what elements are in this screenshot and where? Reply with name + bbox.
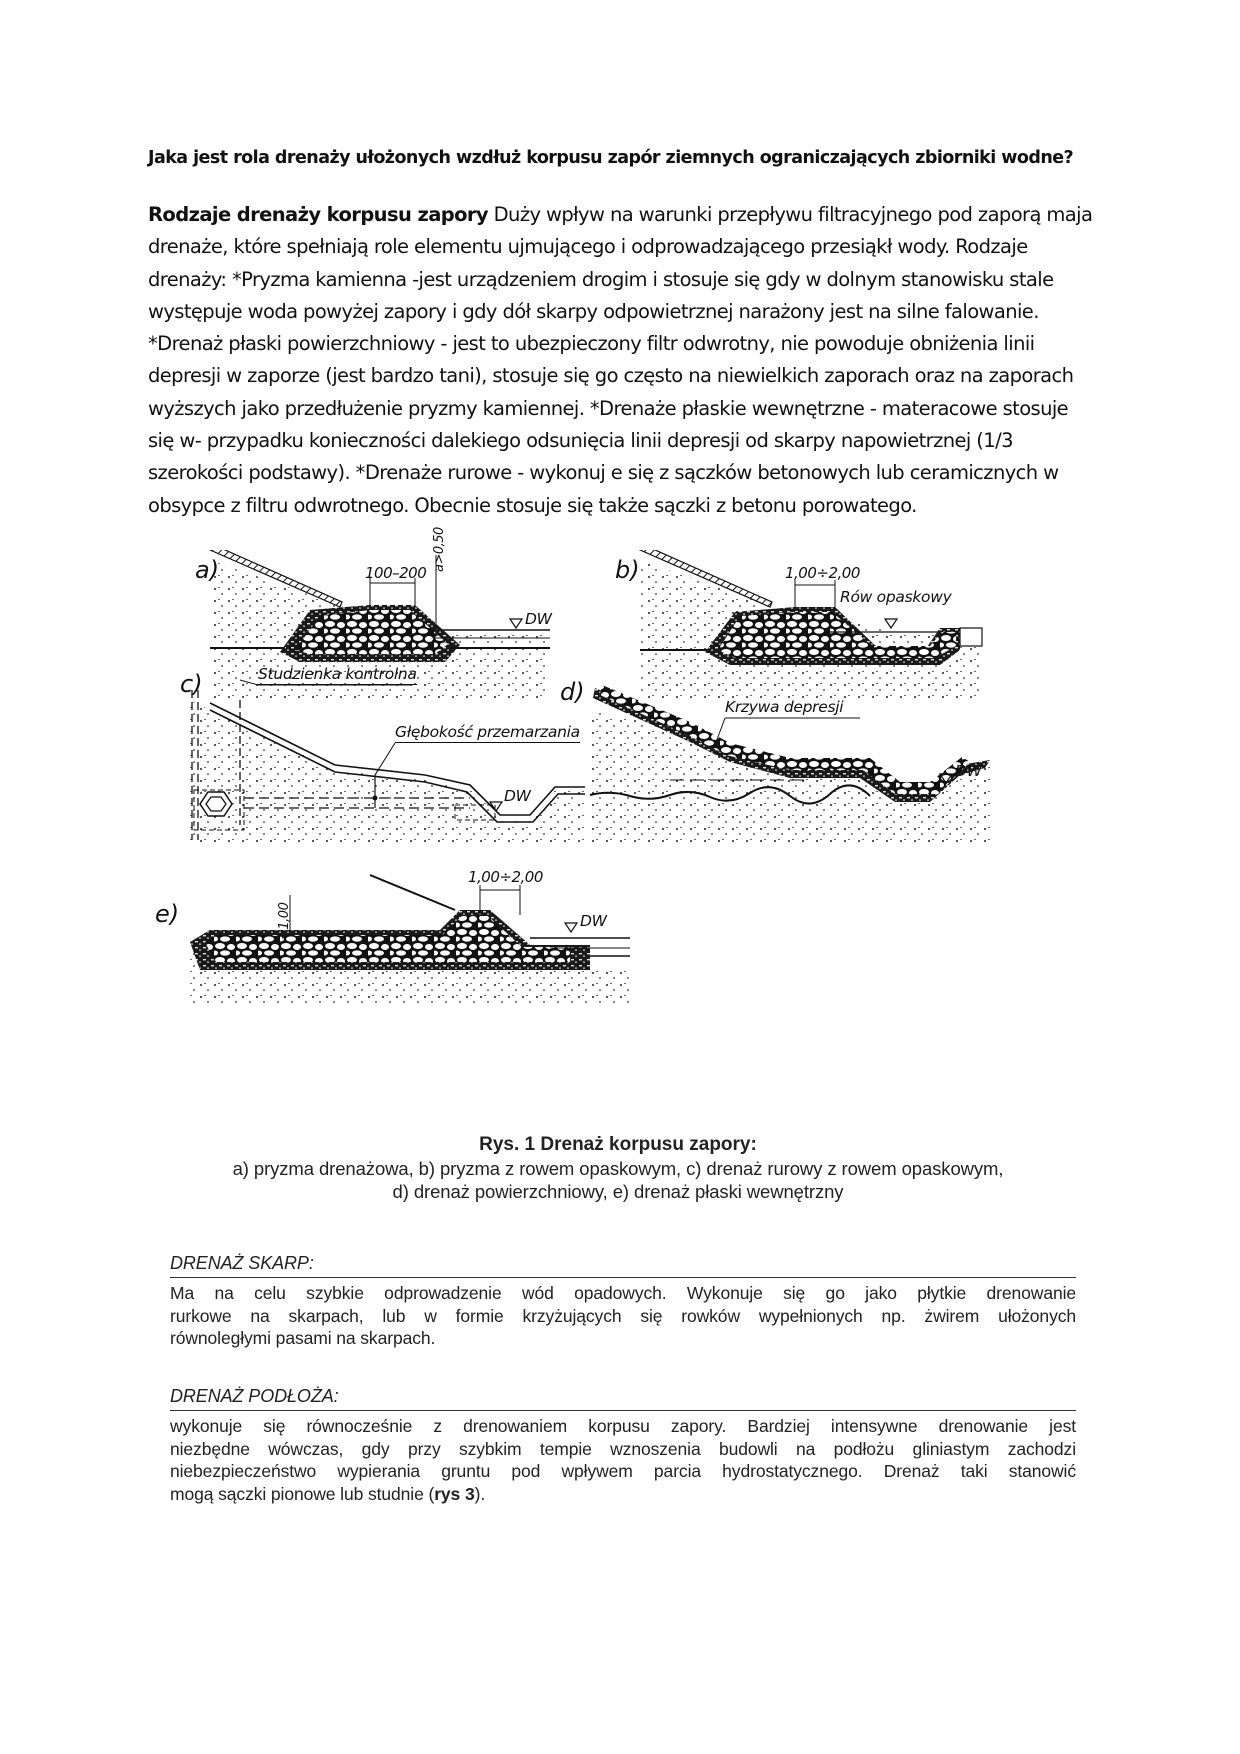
intro-line: drenaży: *Pryzma kamienna -jest urządzeniem drogim i stosuje się gdy w dolnym stanowisku stale bbox=[148, 267, 1054, 291]
panel-label-a: a) bbox=[195, 556, 220, 584]
intro-line: się w- przypadku konieczności dalekiego odsunięcia linii depresji od skarpy napowietrznej (1/3 bbox=[148, 429, 1013, 453]
caption-line: a) pryzma drenażowa, b) pryzma z rowem opaskowym, c) drenaż rurowy z rowem opaskowym, bbox=[232, 1158, 1004, 1179]
section-foundation-drainage bbox=[170, 1385, 1076, 1505]
intro-line: występuje woda powyżej zapory i gdy dół skarpy odpowietrznej narażony jest na silne falowanie. bbox=[148, 299, 1039, 323]
panel-c-frost-depth-label: Głębokość przemarzania bbox=[395, 723, 580, 741]
panel-c-water-level: DW bbox=[504, 787, 531, 805]
panel-label-c: c) bbox=[180, 670, 203, 698]
intro-lead: Rodzaje drenaży korpusu zapory bbox=[148, 203, 489, 226]
drainage-diagrams-drawing bbox=[170, 550, 1090, 1125]
intro-line: Rodzaje drenaży korpusu zapory Duży wpływ na warunki przepływu filtracyjnego pod zaporą maja bbox=[148, 203, 1093, 226]
intro-line: drenaże, które spełniają role elementu ujmującego i odprowadzającego przesiąkł wody. Rodzaje bbox=[148, 235, 1028, 259]
panel-label-d: d) bbox=[560, 678, 585, 706]
figure-caption bbox=[148, 1133, 1088, 1203]
panel-a-water-level: DW bbox=[525, 610, 552, 628]
panel-label-b: b) bbox=[615, 556, 640, 584]
panel-a-dimension: 100–200 bbox=[365, 564, 427, 582]
panel-b-ditch-label: Rów opaskowy bbox=[840, 588, 952, 606]
figure-reference: rys 3 bbox=[434, 1483, 475, 1504]
panel-b-dimension: 1,00÷2,00 bbox=[785, 564, 860, 582]
panel-e-height-dimension: ≈1,00 bbox=[277, 902, 292, 940]
panel-d-depression-curve-label: Krzywa depresji bbox=[725, 698, 844, 716]
page-title: Jaka jest rola drenaży ułożonych wzdłuż korpusu zapór ziemnych ograniczających zbiorniki wodne? bbox=[148, 148, 1074, 168]
section-body: Ma na celu szybkie odprowadzenie wód opadowych. Wykonuje się go jako płytkie drenowanie rurkowe na skarpach, lub w formie krzyżujących się rowków wypełnionych np. żwirem ułożonych równoległymi pasami na skarpach. bbox=[170, 1283, 1076, 1348]
section-heading: DRENAŻ SKARP: bbox=[170, 1252, 1076, 1278]
panel-c-control-well-label: Studzienka kontrolna bbox=[258, 665, 417, 683]
section-slope-drainage bbox=[170, 1252, 1076, 1350]
panel-c-drawing bbox=[190, 680, 585, 845]
panel-e-water-level: DW bbox=[580, 912, 607, 930]
caption-line: d) drenaż powierzchniowy, e) drenaż płaski wewnętrzny bbox=[392, 1181, 844, 1202]
intro-line: wyższych jako przedłużenie pryzmy kamiennej. *Drenaże płaskie wewnętrzne - materacowe stosuje bbox=[148, 396, 1069, 420]
caption-title: Rys. 1 Drenaż korpusu zapory: bbox=[479, 1134, 757, 1155]
intro-line: szerokości podstawy). *Drenaże rurowe - wykonuj e się z sączków betonowych lub ceramicznych w bbox=[148, 461, 1059, 485]
panel-e-drawing bbox=[190, 875, 630, 1005]
intro-paragraph bbox=[148, 199, 1093, 522]
intro-line: obsypce z filtru odwrotnego. Obecnie stosuje się także sączki z betonu porowatego. bbox=[148, 493, 917, 517]
section-heading: DRENAŻ PODŁOŻA: bbox=[170, 1385, 1076, 1411]
drainage-figure bbox=[155, 527, 1090, 1125]
panel-d-water-level: DW bbox=[955, 762, 982, 780]
section-body: wykonuje się równocześnie z drenowaniem korpusu zapory. Bardziej intensywne drenowanie jest niezbędne wówczas, gdy przy szybkim tempie wznoszenia budowli na podłożu gliniastym zachodzi niebezpieczeństwo wypierania gruntu pod wpływem parcia hydrostatycznego. Drenaż taki stanowić mogą sączki pionowe lub studnie (rys 3). bbox=[170, 1416, 1076, 1504]
panel-e-dimension: 1,00÷2,00 bbox=[468, 868, 543, 886]
intro-line: depresji w zaporze (jest bardzo tani), stosuje się go często na niewielkich zaporach oraz na zaporach bbox=[148, 364, 1074, 388]
panel-a-height-dimension: a>0,50 bbox=[432, 527, 447, 572]
panel-label-e: e) bbox=[155, 900, 180, 928]
intro-line: *Drenaż płaski powierzchniowy - jest to ubezpieczony filtr odwrotny, nie powoduje obniżenia linii bbox=[148, 332, 1035, 356]
